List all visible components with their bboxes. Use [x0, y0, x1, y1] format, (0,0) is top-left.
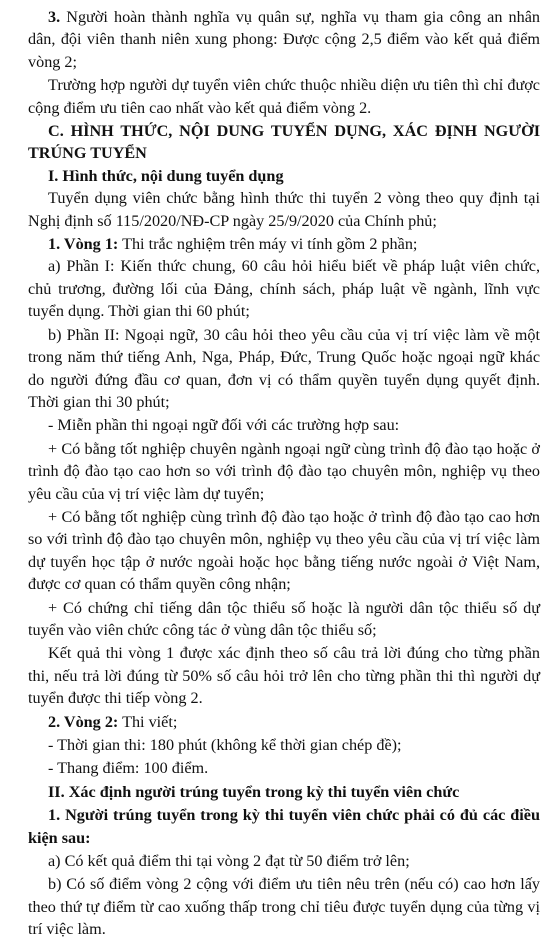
condition-b: b) Có số điểm vòng 2 cộng với điểm ưu tiên nêu trên (nếu có) cao hơn lấy theo thứ tự điểm từ cao xuống thấp trong chỉ tiêu được tuyển dụng của từng vị trí việc làm.	[28, 875, 540, 939]
priority-item-3	[28, 6, 540, 73]
item-number: 3.	[48, 8, 61, 26]
round-1-paragraph	[28, 233, 540, 255]
exemption-item-2: + Có bằng tốt nghiệp cùng trình độ đào tạo hoặc ở trình độ đào tạo cao hơn so với trình độ đào tạo chuyên môn, nghiệp vụ theo yêu cầu của vị trí việc làm dự tuyển học tập ở nước ngoài hoặc học bằng tiếng nước ngoài ở Việt Nam, được cơ quan có thẩm quyền công nhận;	[28, 507, 540, 594]
round-2-paragraph	[28, 711, 540, 733]
exam-score: - Thang điểm: 100 điểm.	[48, 759, 209, 778]
exam-time: - Thời gian thi: 180 phút (không kể thời gian chép đề);	[48, 736, 402, 754]
exemption-item-3: + Có chứng chỉ tiếng dân tộc thiểu số hoặc là người dân tộc thiểu số dự tuyển vào viên chức công tác ở vùng dân tộc thiểu số;	[28, 598, 540, 639]
exemption-intro: - Miễn phần thi ngoại ngữ đối với các trường hợp sau:	[48, 416, 400, 435]
round-1-label: 1. Vòng 1:	[48, 235, 119, 254]
round-1-text: Thi trắc nghiệm trên máy vi tính gồm 2 phần;	[118, 235, 418, 254]
exemption-item-1: + Có bằng tốt nghiệp chuyên ngành ngoại ngữ cùng trình độ đào tạo hoặc ở trình độ đào tạo cao hơn so với trình độ đào tạo chuyên môn, nghiệp vụ theo yêu cầu của vị trí việc làm dự tuyển;	[28, 439, 540, 503]
section-c-heading: C. HÌNH THỨC, NỘI DUNG TUYỂN DỤNG, XÁC ĐỊNH NGƯỜI TRÚNG TUYỂN	[28, 122, 540, 163]
part-a: a) Phần I: Kiến thức chung, 60 câu hỏi hiểu biết về pháp luật viên chức, chủ trương, đường lối của Đảng, chính sách, pháp luật về ngành, lĩnh vực tuyển dụng. Thời gian thi 60 phút;	[28, 257, 540, 321]
priority-note: Trường hợp người dự tuyển viên chức thuộc nhiều diện ưu tiên thì chỉ được cộng điểm ưu tiên cao nhất vào kết quả điểm vòng 2.	[28, 76, 540, 117]
conditions-heading: 1. Người trúng tuyển trong kỳ thi tuyển viên chức phải có đủ các điều kiện sau:	[28, 806, 540, 847]
section-1-heading: I. Hình thức, nội dung tuyển dụng	[48, 166, 284, 185]
item-text: Người hoàn thành nghĩa vụ quân sự, nghĩa vụ tham gia công an nhân dân, đội viên thanh niên xung phong: Được cộng 2,5 điểm vào kết quả điểm vòng 2;	[28, 8, 541, 71]
round-2-text: Thi viết;	[118, 712, 178, 731]
round-2-label: 2. Vòng 2:	[48, 712, 119, 731]
condition-a: a) Có kết quả điểm thi tại vòng 2 đạt từ 50 điểm trở lên;	[48, 852, 410, 871]
section-1-intro: Tuyển dụng viên chức bằng hình thức thi tuyển 2 vòng theo quy định tại Nghị định số 115/2020/NĐ-CP ngày 25/9/2020 của Chính phủ;	[28, 189, 540, 230]
round-1-result: Kết quả thi vòng 1 được xác định theo số câu trả lời đúng cho từng phần thi, nếu trả lời đúng từ 50% số câu hỏi trở lên cho từng phần thi thì người dự tuyển được thi tiếp vòng 2.	[28, 644, 540, 708]
part-b: b) Phần II: Ngoại ngữ, 30 câu hỏi theo yêu cầu của vị trí việc làm về một trong năm thứ tiếng Anh, Nga, Pháp, Đức, Trung Quốc hoặc ngoại ngữ khác do người đứng đầu cơ quan, đơn vị có thẩm quyền tuyển dụng quyết định. Thời gian thi 30 phút;	[28, 325, 540, 411]
section-2-heading: II. Xác định người trúng tuyển trong kỳ thi tuyển viên chức	[48, 782, 460, 801]
